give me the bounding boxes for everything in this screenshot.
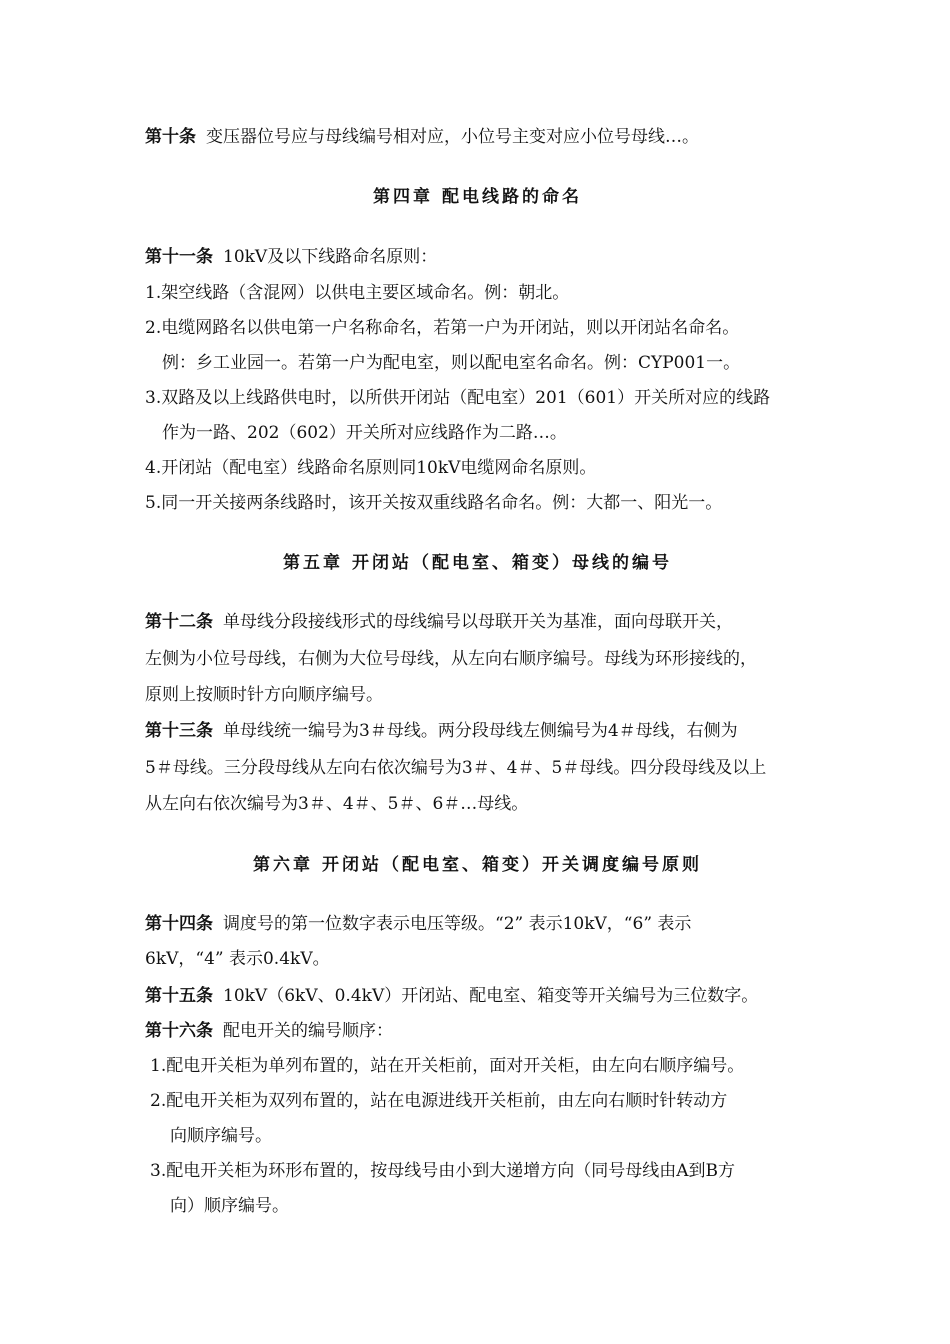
article-12-line: 原则上按顺时针方向顺序编号。 <box>145 685 383 705</box>
article-10-label: 第十条 <box>145 127 196 147</box>
article-16-label: 第十六条 <box>145 1021 213 1041</box>
article-14 <box>145 911 810 937</box>
article-13-label: 第十三条 <box>145 721 213 741</box>
article-13 <box>145 718 810 744</box>
article-12 <box>145 609 810 635</box>
article-11 <box>145 244 810 270</box>
article-11-item-cont: 作为一路、202（602）开关所对应线路作为二路…。 <box>162 423 567 443</box>
article-11-item: 4.开闭站（配电室）线路命名原则同10kV电缆网命名原则。 <box>145 458 597 478</box>
article-16 <box>145 1018 810 1044</box>
article-14-line: 6kV，“4” 表示0.4kV。 <box>145 949 330 969</box>
article-14-line: 调度号的第一位数字表示电压等级。“2” 表示10kV，“6” 表示 <box>223 914 692 934</box>
article-10-text: 变压器位号应与母线编号相对应，小位号主变对应小位号母线…。 <box>206 127 699 147</box>
article-11-label: 第十一条 <box>145 247 213 267</box>
chapter-4-heading: 第四章 配电线路的命名 <box>373 187 582 207</box>
article-13-line: 单母线统一编号为3＃母线。两分段母线左侧编号为4＃母线，右侧为 <box>223 721 738 741</box>
article-16-item: 2.配电开关柜为双列布置的，站在电源进线开关柜前，由左向右顺时针转动方 <box>150 1091 728 1111</box>
article-16-item: 3.配电开关柜为环形布置的，按母线号由小到大递增方向（同号母线由A到B方 <box>150 1161 735 1181</box>
article-10 <box>145 124 810 150</box>
article-11-item: 1.架空线路（含混网）以供电主要区域命名。例：朝北。 <box>145 283 570 303</box>
article-11-item: 2.电缆网路名以供电第一户名称命名，若第一户为开闭站，则以开闭站名命名。 <box>145 318 740 338</box>
article-12-label: 第十二条 <box>145 612 213 632</box>
article-12-line: 左侧为小位号母线，右侧为大位号母线，从左向右顺序编号。母线为环形接线的， <box>145 649 757 669</box>
article-16-item-cont: 向）顺序编号。 <box>170 1196 289 1216</box>
article-14-label: 第十四条 <box>145 914 213 934</box>
article-16-text: 配电开关的编号顺序： <box>223 1021 393 1041</box>
article-16-item-cont: 向顺序编号。 <box>170 1126 272 1146</box>
chapter-6-heading: 第六章 开闭站（配电室、箱变）开关调度编号原则 <box>253 855 702 875</box>
article-11-item-cont: 例：乡工业园一。若第一户为配电室，则以配电室名命名。例：CYP001一。 <box>162 353 741 373</box>
article-12-line: 单母线分段接线形式的母线编号以母联开关为基准，面向母联开关， <box>223 612 733 632</box>
article-13-line: 从左向右依次编号为3＃、4＃、5＃、6＃…母线。 <box>145 794 529 814</box>
article-11-item: 5.同一开关接两条线路时，该开关按双重线路名命名。例：大都一、阳光一。 <box>145 493 723 513</box>
article-11-item: 3.双路及以上线路供电时，以所供开闭站（配电室）201（601）开关所对应的线路 <box>145 388 771 408</box>
article-13-line: 5＃母线。三分段母线从左向右依次编号为3＃、4＃、5＃母线。四分段母线及以上 <box>145 758 767 778</box>
article-16-item: 1.配电开关柜为单列布置的，站在开关柜前，面对开关柜，由左向右顺序编号。 <box>150 1056 745 1076</box>
article-11-text: 10kV及以下线路命名原则： <box>223 247 438 267</box>
article-15-text: 10kV（6kV、0.4kV）开闭站、配电室、箱变等开关编号为三位数字。 <box>223 986 759 1006</box>
chapter-5-heading: 第五章 开闭站（配电室、箱变）母线的编号 <box>283 553 672 573</box>
article-15 <box>145 983 810 1009</box>
article-15-label: 第十五条 <box>145 986 213 1006</box>
